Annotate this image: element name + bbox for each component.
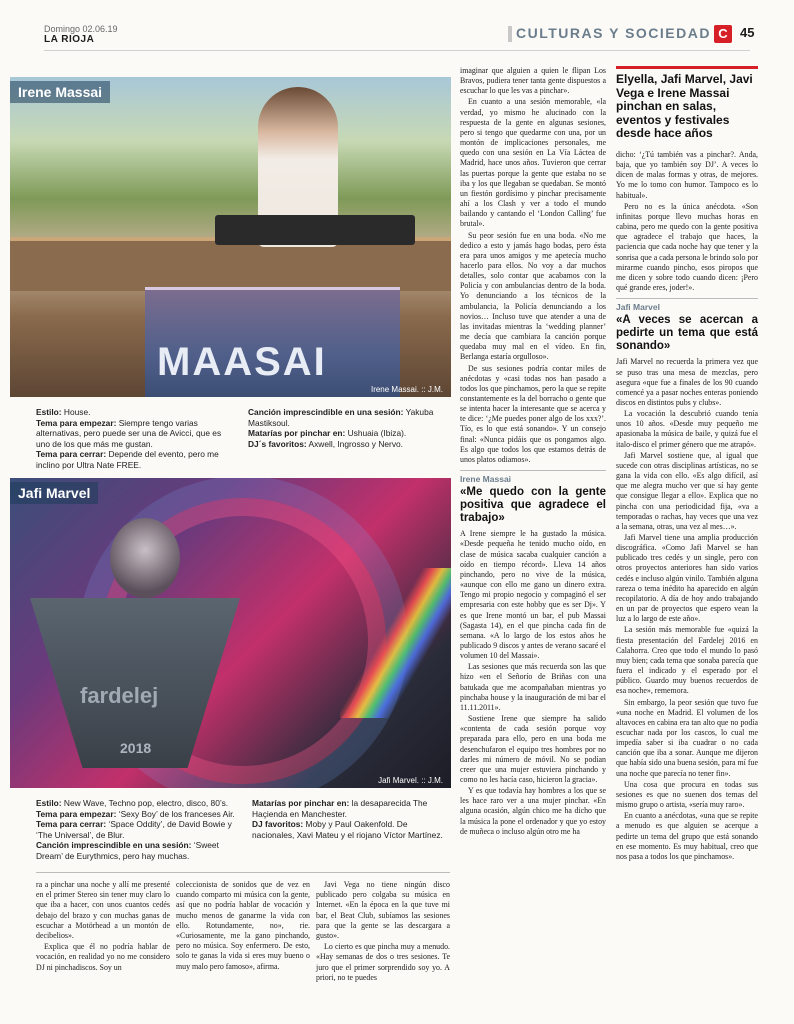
paragraph: Lo cierto es que pincha muy a menudo. «Hay semanas de dos o tres sesiones. Te juro que el primer sorprendido soy yo. A priori, no te puedes: [316, 942, 450, 982]
fact-value: Depende del evento, pero me inclino por Ultra Nate FREE.: [36, 449, 219, 470]
fact-value: New Wave, Techno pop, electro, disco, 80’s.: [61, 798, 229, 808]
fact-value: ‘Space Oddity’, de David Bowie y ‘The Universal’, de Blur.: [36, 819, 232, 840]
section-title: CULTURAS Y SOCIEDAD: [516, 25, 711, 41]
paragraph: Jafi Marvel tiene una amplia producción discográfica. «Como Jafi Marvel se han publicado tres cedés y un single, pero con otros proyectos anteriores han sido varios cedés e incluso algún vinilo. También alguna rareza o tema inédito ha aparecido en algún recopilatorio. A día de hoy ando trabajando en un par de proyectos que espero vean la luz a lo largo de este año».: [616, 533, 758, 624]
headline-rule: [616, 66, 758, 69]
paragraph: Sostiene Irene que siempre ha salido «contenta de cada sesión porque voy preparada para ello, pero en una boda me desenchufaron el equipo tres hombres por no darles mi número de móvil. No se podían creer que una mujer estuviera pinchando y como no les hacía caso, hicieron la gracia».: [460, 714, 606, 784]
paragraph: dicho: ‘¿Tú también vas a pinchar?. Anda, baja, que yo también soy DJ’. A veces lo dicen de malas formas y otras, de mejores. Yo me lo tomo con humor. Tampoco es lo habitual».: [616, 150, 758, 200]
fact-value: Moby y Paul Oakenfold. De nacionales, Xavi Mateu y el riojano Víctor Martínez.: [252, 819, 443, 840]
paragraph: La vocación la descubrió cuando tenía unos 10 años. «Desde muy pequeño me apasionaba la música de baile, y quizá fue el italo-disco el primer género que me atrapó».: [616, 409, 758, 449]
booth-brand: fardelej: [80, 683, 159, 708]
paragraph: Pero no es la única anécdota. «Son infinitas porque llevo muchas horas en cabina, pero me quedo con la gente positiva que agradece el trabajo que haces, la paciencia que cada noche hay que tener y la sonrisa que a cada persona le brindo solo por mirarme cuando pincho, esos piropos que me dicen y sobre todo cuando dicen: ¡Pero qué grande eres, joder!».: [616, 201, 758, 293]
fact-key: Estilo:: [36, 407, 62, 417]
paragraph: De sus sesiones podría contar miles de anécdotas y «casi todas nos han pasado a todos los que pinchamos, pero la que se repite constantemente es la del borracho o gente que se intenta hacer la interesante que se acerca y te dice: ‘¿Me puedes poner algo de los xxx?’. Tío, es lo que está sonando». Y un consejo final: «Nunca pidáis que os pongamos algo. Es algo que todos los que estamos detrás de unos platos odiamos».: [460, 363, 606, 464]
photo-tag: Irene Massai: [10, 81, 110, 103]
pull-quote: «A veces se acercan a pedirte un tema que está sonando»: [616, 314, 758, 353]
paragraph: Una cosa que procura en todas sus sesiones es que no suenen dos temas del mismo grupo o artista, «sería muy raro».: [616, 779, 758, 810]
section-kicker: Irene Massai: [460, 474, 512, 485]
photo-jafi-marvel: [10, 478, 451, 788]
headline: Elyella, Jafi Marvel, Javi Vega e Irene Massai pinchan en salas, eventos y festivales desde hace años: [616, 72, 753, 141]
newspaper-name: LA RIOJA: [44, 34, 95, 45]
fact-key: Matarías por pinchar en:: [248, 428, 346, 439]
section-kicker: Jafi Marvel: [616, 302, 660, 313]
fact-key: Tema para empezar:: [36, 808, 117, 819]
fact-value: Yakuba Mastiksoul.: [248, 407, 434, 428]
issue-date: Domingo 02.06.19: [44, 24, 118, 34]
article-column-4: [616, 150, 758, 863]
header-rule: [44, 50, 750, 51]
facts-irene-left: [36, 407, 236, 471]
photo-caption: Irene Massai. :: J.M.: [370, 385, 443, 394]
fact-key: Canción imprescindible en una sesión:: [248, 407, 404, 417]
paragraph: En cuanto a una sesión memorable, «la verdad, yo mismo he alucinado con la respuesta de la gente en algunas sesiones, pero si tengo que quedarme con una, por un montón de implicaciones personales, me quedo con una sesión en La Vía Láctea de Madrid, hace unos años. Tuvieron que cerrar las puertas porque la gente que estaba no se iba y los que llegaban se quedaban. Se montó un fiestón gordísimo y pinchar precisamente ahí a los Clash y ver a todo el mundo bailando y cantando el ‘London Calling’ fue brutal».: [460, 97, 606, 229]
photo-irene-massai: [10, 77, 451, 397]
fact-value: la desaparecida The Haçienda en Manchester.: [252, 798, 428, 819]
fact-value: Axwell, Ingrosso y Nervo.: [306, 438, 403, 449]
fact-value: ‘Sweet Dream’ de Eurythmics, pero hay muchas.: [36, 840, 219, 861]
bottom-column-1: [36, 880, 170, 974]
paragraph: Sin embargo, la peor sesión que tuvo fue «una noche en Madrid. El volumen de los altavoces en cabina era tan alto que no podía escuchar nada por los cascos, lo cual me impedía saber si iba cuadrar o no cada canción que iba a sonar. Aunque me dijeron que había sido una buena sesión, para mí fue una noche que parecía no tener fin».: [616, 697, 758, 778]
dj-mixer: [215, 215, 415, 245]
paragraph: Las sesiones que más recuerda son las que hizo «en el Señorío de Briñas con una batukada que me acompañaban mientras yo pinchaba house y la inauguración de mi bar el 11.11.2011».: [460, 662, 606, 712]
fact-key: Estilo:: [36, 798, 62, 808]
bottom-column-3: [316, 880, 450, 984]
fact-key: Tema para empezar:: [36, 417, 117, 428]
facts-irene-right: [248, 407, 448, 449]
photo-caption: Jafi Marvel. :: J.M.: [378, 776, 443, 785]
paragraph: Y es que todavía hay hombres a los que se les hace raro ver a una mujer pinchar. «En alguna ocasión, algún chico me ha dicho que la música la pone el ordenador y que yo estoy de muñeca o incluso algún otro me ha: [460, 786, 606, 836]
paragraph: En cuanto a anécdotas, «una que se repite a menudo es que alguien se acerque a pedirte un tema del grupo que está sonando en ese momento. Es muy habitual, creo que nos pasa a todos los que pinchamos».: [616, 811, 758, 861]
booth-year: 2018: [120, 740, 152, 756]
fact-value: House.: [61, 407, 91, 417]
photo-tag: Jafi Marvel: [10, 482, 98, 504]
fact-key: DJ´s favoritos:: [248, 438, 307, 449]
quote-rule: [616, 298, 758, 299]
fact-value: Ushuaia (Ibiza).: [345, 428, 407, 439]
paragraph: La sesión más memorable fue «quizá la fiesta presentación del Fardelej 2016 en Calahorra. Creo que todo el mundo lo pasó muy bien; cada tema que sonaba parecía que fuera el indicado y el esperado por el público. Guardo muy buenos recuerdos de esa noche», rememora.: [616, 625, 758, 696]
fact-value: ‘Sexy Boy’ de los franceses Air.: [116, 808, 235, 819]
laser-beams: [340, 568, 451, 718]
bottom-column-2: [176, 880, 310, 973]
facts-jafi-right: [252, 798, 450, 840]
paragraph: Explica que él no podría hablar de vocación, en realidad yo no me considero DJ ni pinchadiscos. Soy un: [36, 942, 170, 972]
section-logo-icon: C: [714, 25, 732, 43]
quote-rule: [460, 470, 606, 471]
paragraph: A Irene siempre le ha gustado la música. «Desde pequeña he tenido mucho oído, en clase de música sacaba cualquier canción a oído en tiempo récord». Lleva 14 años pinchando, pero no vive de la música, «aunque con ello me gano un dinero extra. Tengo mi propio negocio y compaginó el ser empresaria con este hobby que es ser Dj». Y es que Irene montó un bar, el pub Massai (Sagasta 14), en el que pincha cada fin de semana. «A lo largo de los estos años he publicado 9 discos y antes de verano sacaré el volumen 10 del Massai».: [460, 529, 606, 661]
paragraph: Jafi Marvel sostiene que, al igual que sucede con otras disciplinas artísticas, no se gana la vida con ello. «Es algo difícil, así que me alegra mucho ver que sí hay gente que consigue llegar a ello». Explica que no pincha con una periodicidad fija, «va a temporadas o rachas, hay veces que una vez a la semana, otras, una vez al mes…».: [616, 450, 758, 531]
article-column-3: [460, 66, 606, 838]
section-divider: [508, 26, 512, 42]
stage-deck: [10, 237, 451, 291]
dj-jafi-figure: [110, 518, 180, 598]
page-number: 45: [740, 25, 755, 40]
banner-text: MAASAI: [157, 340, 327, 384]
fact-value: Siempre tengo varias alternativas, pero puede ser una de Avicci, que es uno de los que más me gustan.: [36, 417, 222, 449]
fact-key: Canción imprescindible en una sesión:: [36, 840, 192, 851]
fact-key: Tema para cerrar:: [36, 819, 107, 830]
fact-key: Matarías por pinchar en:: [252, 798, 350, 808]
fact-key: DJ favoritos:: [252, 819, 304, 830]
paragraph: ra a pinchar una noche y allí me presenté en el primer Stereo sin tener muy claro lo que iba a hacer, con unos cuantos cedés debajo del brazo y con muchas ganas de escuchar a Motörhead a un montón de decibelios».: [36, 880, 170, 941]
paragraph: Jafi Marvel no recuerda la primera vez que se puso tras una mesa de mezclas, pero asegura «que fue a finales de los 90 cuando comencé ya a pasar noches enteras poniendo discos en distintos pubs y clubs».: [616, 357, 758, 407]
paragraph: imaginar que alguien a quien le flipan Los Bravos, pudiera tener tanta gente dispuestos a escuchar lo que les vas a pinchar».: [460, 66, 606, 96]
bottom-rule: [36, 872, 450, 873]
facts-jafi-left: [36, 798, 246, 862]
paragraph: Su peor sesión fue en una boda. «No me dedico a esto y jamás hago bodas, pero ésta era para unos amigos y me apetecía mucho hacerlo para ellos. No voy a dar muchos detalles, solo contar que acabamos con la Policía y con ambulancias dentro de la boda. Yo denunciando a los técnicos de la ambulancia, la Policía denunciando a los novios… Incluso tuve que atender a una de las invitadas mientras la ‘wedding planner’ me decía que cambiara la canción porque quedaba muy mal en el vídeo. En fin, Berlanga estaría orgulloso».: [460, 230, 606, 362]
fact-key: Tema para cerrar:: [36, 449, 107, 460]
pull-quote: «Me quedo con la gente positiva que agradece el trabajo»: [460, 486, 606, 525]
paragraph: coleccionista de sonidos que de vez en cuando comparto mi música con la gente, así que no podría hablar de vocación y mucho menos de ganarme la vida con ello. Rotundamente, no», rie. «Curiosamente, me la gano pinchando, pero no música. Soy enfermero. De esto, solo te ganas la vida si eres muy bueno o muy malo pero famoso», afirma.: [176, 880, 310, 971]
paragraph: Javi Vega no tiene ningún disco publicado pero colgaba su música en Internet. «En la época en la que tuve mi bar, el Beat Club, subíamos las sesiones para que la gente se las descargara a gusto».: [316, 880, 450, 941]
massai-banner: [145, 287, 400, 397]
